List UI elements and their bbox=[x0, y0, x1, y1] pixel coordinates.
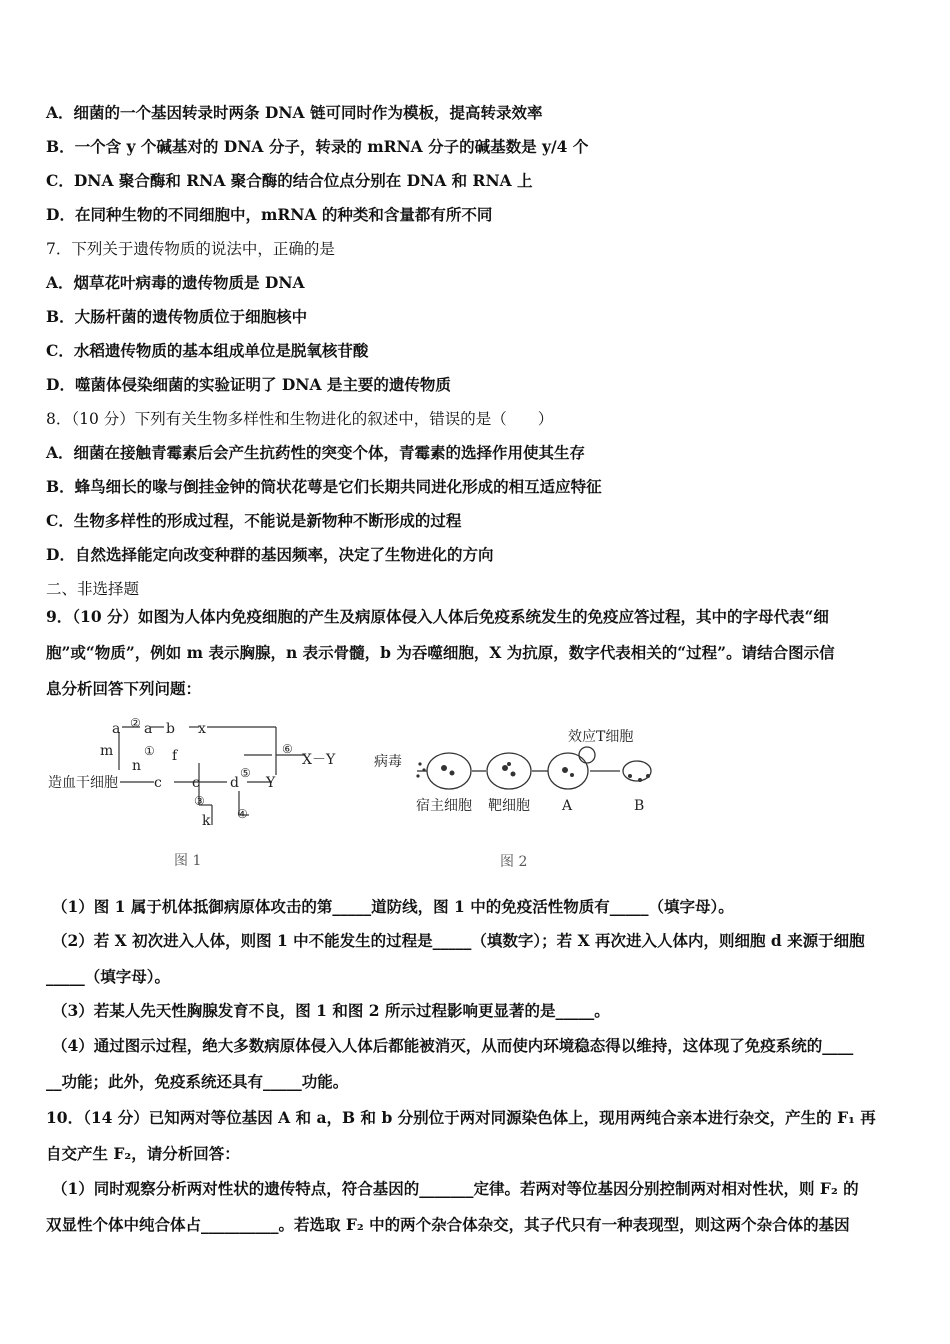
q9-sub4-line2: __功能；此外，免疫系统还具有_____功能。 bbox=[46, 1072, 349, 1091]
option-6b: B．一个含 y 个碱基对的 DNA 分子，转录的 mRNA 分子的碱基数是 y/4 个 bbox=[46, 137, 589, 156]
q9-sub2-line1: （2）若 X 初次进入人体，则图 1 中不能发生的过程是_____（填数字）；若 X 再次进入人体内，则细胞 d 来源于细胞 bbox=[52, 931, 865, 950]
fig1-label-x: x bbox=[198, 721, 206, 737]
fig1-label-Y: Y bbox=[266, 775, 276, 791]
fig1-label-d: d bbox=[230, 775, 239, 791]
fig2-target: 靶细胞 bbox=[488, 798, 530, 814]
fig1-label-a: a bbox=[112, 721, 121, 737]
fig1-label-k: k bbox=[202, 813, 211, 829]
option-6c: C．DNA 聚合酶和 RNA 聚合酶的结合位点分别在 DNA 和 RNA 上 bbox=[46, 171, 533, 190]
option-7a: A．烟草花叶病毒的遗传物质是 DNA bbox=[46, 273, 305, 292]
option-8c: C．生物多样性的形成过程，不能说是新物种不断形成的过程 bbox=[46, 511, 462, 530]
question-9-line2: 胞”或“物质”，例如 m 表示胸腺，n 表示骨髓，b 为吞噬细胞，X 为抗原，数字代表相关的“过程”。请结合图示信 bbox=[46, 643, 835, 662]
question-10-line2: 自交产生 F₂，请分析回答： bbox=[46, 1144, 240, 1163]
q9-sub3: （3）若某人先天性胸腺发育不良，图 1 和图 2 所示过程影响更显著的是_____。 bbox=[52, 1001, 610, 1020]
fig1-label-a2: a bbox=[144, 721, 153, 737]
option-7c: C．水稻遗传物质的基本组成单位是脱氧核苷酸 bbox=[46, 341, 369, 360]
fig2-label-B: B bbox=[634, 798, 645, 814]
fig1-label-b: b bbox=[166, 721, 175, 737]
q9-sub4-line1: （4）通过图示过程，绝大多数病原体侵入人体后都能被消灭，从而使内环境稳态得以维持，这体现了免疫系统的____ bbox=[52, 1036, 854, 1055]
option-7d: D．噬菌体侵染细菌的实验证明了 DNA 是主要的遗传物质 bbox=[46, 375, 451, 394]
figure-1 bbox=[44, 715, 344, 870]
fig1-label-c1: c bbox=[154, 775, 162, 791]
question-9-line1: 9．（10 分）如图为人体内免疫细胞的产生及病原体侵入人体后免疫系统发生的免疫应答过程，其中的字母代表“细 bbox=[46, 607, 829, 626]
q10-sub1-line1: （1）同时观察分析两对性状的遗传特点，符合基因的_______定律。若两对等位基因分别控制两对相对性状，则 F₂ 的 bbox=[52, 1179, 859, 1198]
fig1-process-4: ④ bbox=[237, 807, 248, 821]
fig2-virus: 病毒 bbox=[374, 754, 402, 770]
option-7b: B．大肠杆菌的遗传物质位于细胞核中 bbox=[46, 307, 308, 326]
fig1-process-3: ③ bbox=[194, 794, 205, 808]
fig1-label-m: m bbox=[100, 743, 114, 759]
q10-sub1-line2: 双显性个体中纯合体占__________。若选取 F₂ 中的两个杂合体杂交，其子代只有一种表现型，则这两个杂合体的基因 bbox=[46, 1215, 850, 1234]
question-7: 7．下列关于遗传物质的说法中，正确的是 bbox=[46, 240, 335, 258]
q9-sub2-line2: _____（填字母）。 bbox=[46, 967, 171, 986]
option-8d: D．自然选择能定向改变种群的基因频率，决定了生物进化的方向 bbox=[46, 545, 494, 564]
fig2-effector: 效应T细胞 bbox=[568, 729, 634, 745]
option-6a: A．细菌的一个基因转录时两条 DNA 链可同时作为模板，提高转录效率 bbox=[46, 103, 543, 122]
fig1-label-n: n bbox=[132, 758, 142, 774]
fig2-label-A: A bbox=[562, 798, 573, 814]
fig1-process-6: ⑥ bbox=[282, 742, 293, 756]
fig1-label-c2: c bbox=[192, 775, 200, 791]
question-10-line1: 10．（14 分）已知两对等位基因 A 和 a，B 和 b 分别位于两对同源染色体上，现用两纯合亲本进行杂交，产生的 F₁ 再 bbox=[46, 1108, 876, 1127]
option-8a: A．细菌在接触青霉素后会产生抗药性的突变个体，青霉素的选择作用使其生存 bbox=[46, 443, 586, 462]
question-8: 8．（10 分）下列有关生物多样性和生物进化的叙述中，错误的是（ ） bbox=[46, 410, 554, 428]
section-heading: 二、非选择题 bbox=[46, 580, 140, 598]
fig2-caption: 图 2 bbox=[500, 854, 528, 870]
fig2-host: 宿主细胞 bbox=[416, 798, 472, 814]
fig1-process-2: ② bbox=[130, 716, 141, 730]
fig1-caption: 图 1 bbox=[174, 853, 202, 869]
fig1-process-1: ① bbox=[144, 744, 155, 758]
fig1-process-5: ⑤ bbox=[240, 766, 251, 780]
q9-sub1: （1）图 1 属于机体抵御病原体攻击的第_____道防线，图 1 中的免疫活性物质有_____（填字母）。 bbox=[52, 897, 734, 916]
option-6d: D．在同种生物的不同细胞中，mRNA 的种类和含量都有所不同 bbox=[46, 205, 493, 224]
fig1-product: X－Y bbox=[302, 752, 336, 768]
option-8b: B．蜂鸟细长的喙与倒挂金钟的筒状花萼是它们长期共同进化形成的相互适应特征 bbox=[46, 477, 602, 496]
fig1-label-f: f bbox=[172, 748, 178, 764]
figure-2 bbox=[372, 718, 672, 876]
question-9-line3: 息分析回答下列问题： bbox=[46, 679, 202, 698]
fig1-source: 造血干细胞 bbox=[48, 775, 118, 791]
